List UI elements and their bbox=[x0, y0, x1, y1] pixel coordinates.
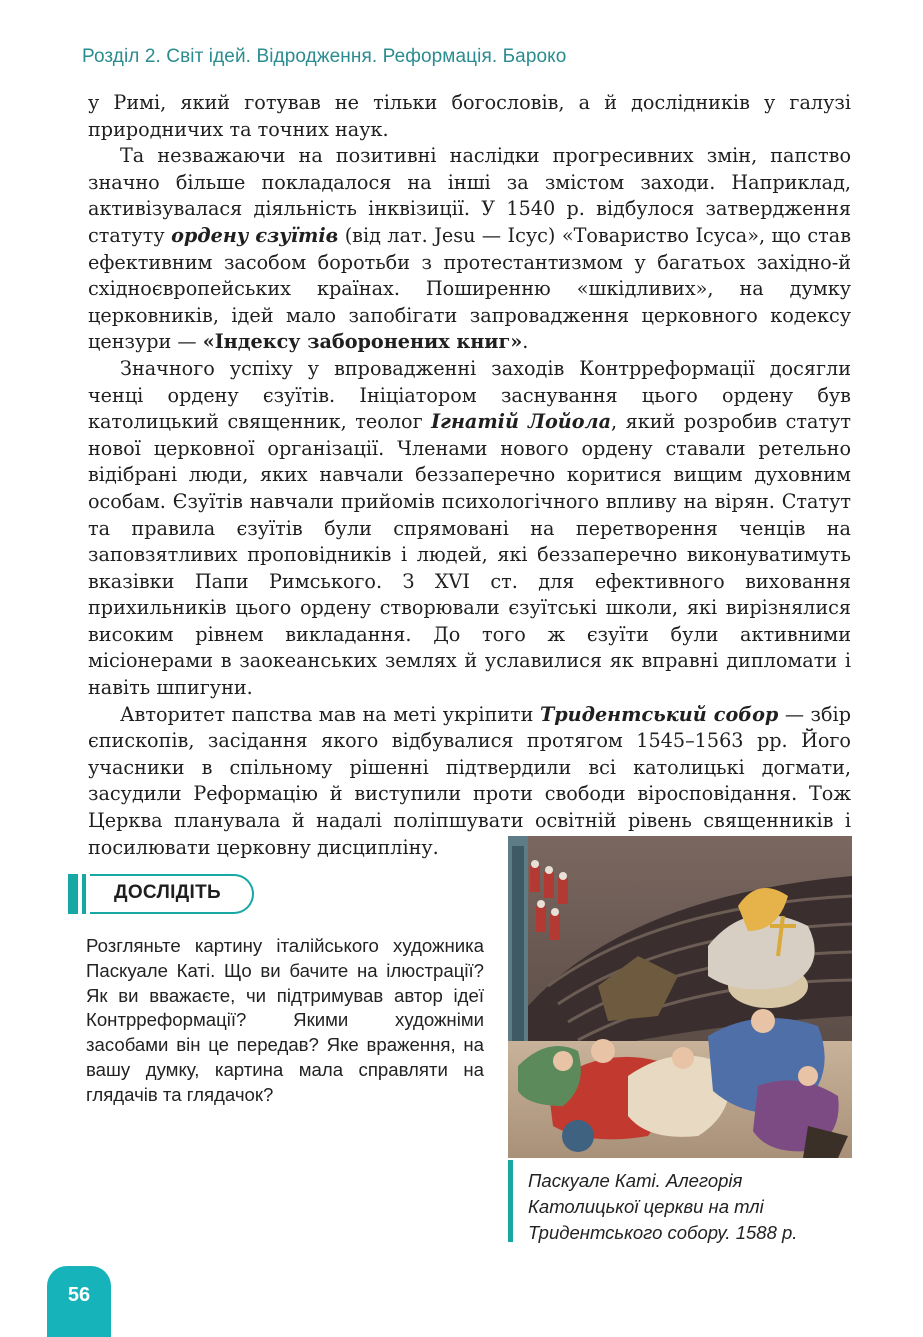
explore-task-text: Розгляньте картину італійського художника Паскуале Каті. Що ви бачите на ілюстрації? Як ви вважаєте, чи підтримував автор ідеї Контрреформації? Якими художніми засобами він це передав? Яке враження, на вашу думку, картина мала справляти на глядачів та глядачок? bbox=[86, 935, 484, 1105]
paragraph-2 bbox=[88, 143, 851, 356]
explore-label: ДОСЛІДІТЬ bbox=[114, 882, 221, 903]
paragraph-3-text-b: , який розробив статут нової церковної організації. Членами нового ордену ставали ретельно відібрані люди, яких навчали беззаперечно коритися вищим духовним особам. Єзуїтів навчали прийомів психологічного впливу на вірян. Статут та правила єзуїтів були спрямовані на перетворення ченців на заповзятливих проповідників і людей, які беззаперечно виконуватимуть вказівки Папи Римського. З XVI ст. для ефективного виховання прихильників цього ордену створювали єзуїтські школи, які вирізнялися високим рівнем викладання. До того ж єзуїти були активними місіонерами в заокеанських землях й уславилися як вправні дипломати і навіть шпигуни. bbox=[88, 410, 851, 700]
explore-heading bbox=[68, 874, 254, 914]
page-number: 56 bbox=[67, 1284, 91, 1306]
figure-caption: Паскуале Каті. Алегорія Католицької церкви на тлі Тридентського собору. 1588 р. bbox=[528, 1170, 798, 1243]
paragraph-3 bbox=[88, 356, 851, 702]
page-number-tab bbox=[47, 1266, 111, 1337]
paragraph-4-text-a: Авторитет папства мав на меті укріпити bbox=[120, 702, 540, 726]
paragraph-4-text-b: — збір єпископів, засідання якого відбувалися протягом 1545–1563 рр. Його учасники в спільному рішенні підтвердили всі католицькі догмати, засудили Реформацію й виступили проти свободи віросповідання. Тож Церква планувала й надалі поліпшувати освітній рівень священників і посилювати церковну дисципліну. bbox=[88, 702, 851, 859]
term-index-of-books: «Індексу заборонених книг» bbox=[202, 330, 523, 354]
paragraph-2-end: . bbox=[522, 330, 529, 354]
term-ignatius-loyola: Ігнатій Лойола bbox=[431, 410, 612, 434]
main-text bbox=[88, 90, 851, 861]
explore-accent-bar bbox=[68, 874, 78, 914]
paragraph-1: у Римі, який готував не тільки богословів, а й дослідників у галузі природничих та точних наук. bbox=[88, 91, 851, 141]
paragraph-2-text-a: Та незважаючи на позитивні наслідки прогресивних змін, папство значно більше покладалося на інші за змістом заходи. Наприклад, активізувалася діяльність інквізиції. У 1540 р. відбулося затвердження статуту bbox=[88, 144, 851, 247]
explore-accent-stripe bbox=[82, 874, 86, 914]
painting-illustration bbox=[508, 836, 852, 1158]
painting-image bbox=[508, 836, 852, 1158]
caption-accent-bar bbox=[508, 1160, 513, 1242]
term-council-of-trent: Тридентський собор bbox=[539, 702, 779, 726]
section-header: Розділ 2. Світ ідей. Відродження. Реформація. Бароко bbox=[82, 46, 567, 67]
paragraph-2-text-b: (від лат. Jesu — Ісус) «Товариство Ісуса», що став ефективним засобом боротьби з протестантизмом у багатьох західно-й східноєвропейських країнах. Поширенню «шкідливих», на думку церковників, ідей мало запобігати запровадження церковного кодексу цензури — bbox=[88, 223, 851, 354]
term-jesuit-order: ордену єзуїтів bbox=[171, 223, 339, 247]
paragraph-3-text-a: Значного успіху у впровадженні заходів Контрреформації досягли ченці ордену єзуїтів. Ініціатором заснування цього ордену був католицький священник, теолог bbox=[88, 356, 851, 434]
